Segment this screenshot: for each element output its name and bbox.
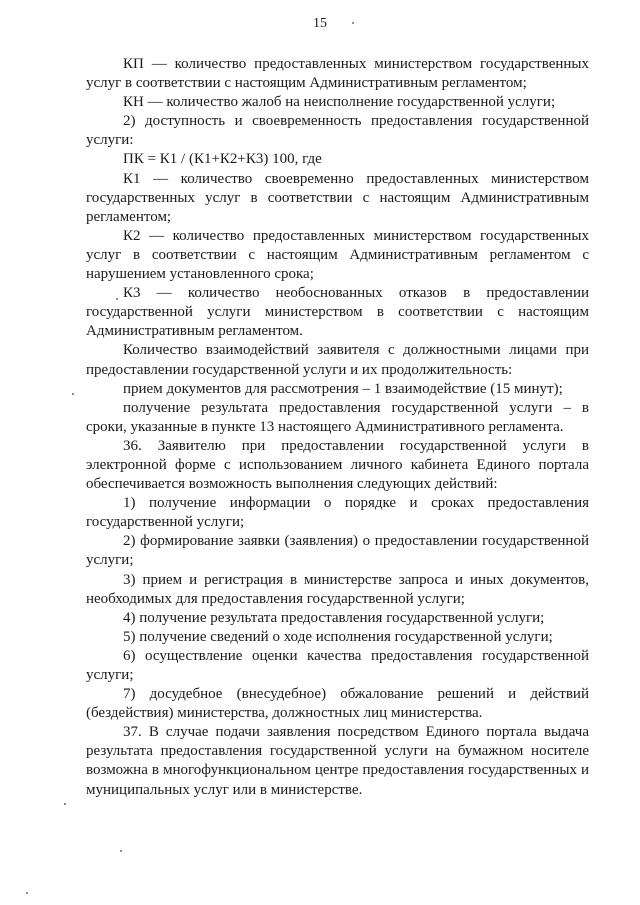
list-item-6: 6) осуществление оценки качества предоставления государственной услуги; (86, 647, 589, 683)
list-item-4: 4) получение результата предоставления государственной услуги; (123, 609, 545, 626)
paragraph-k3-definition: К3 — количество необоснованных отказов в предоставлении государственной услуги министерством в соответствии с настоящим Административным регламентом. (86, 285, 589, 340)
page-number: 15 (313, 16, 327, 31)
scan-speck (120, 850, 122, 852)
list-item-2: 2) формирование заявки (заявления) о предоставлении государственной услуги; (86, 533, 589, 569)
paragraph-k2-definition: К2 — количество предоставленных министерством государственных услуг в соответствии с настоящим Административным регламентом с нарушением установленного срока; (86, 227, 589, 283)
paragraph-section-37: 37. В случае подачи заявления посредством Единого портала выдача результата предоставления государственной услуги на бумажном носителе возможна в многофункциональном центре предоставления государственных и муниципальных услуг или в министерстве. (86, 724, 589, 798)
scan-speck (64, 803, 66, 805)
paragraph-k1-definition: К1 — количество своевременно предоставленных министерством государственных услуг в соответствии с настоящим Административным регламентом; (86, 170, 589, 225)
list-item-3: 3) прием и регистрация в министерстве запроса и иных документов, необходимых для предоставления государственной услуги; (86, 571, 589, 607)
paragraph-kn-definition: КН — количество жалоб на неисполнение государственной услуги; (123, 94, 556, 111)
scan-speck (116, 298, 118, 300)
list-item-7: 7) досудебное (внесудебное) обжалование решений и действий (бездействия) министерства, должностных лиц министерства. (86, 686, 589, 722)
paragraph-kp-definition: КП — количество предоставленных министерством государственных услуг в соответствии с настоящим Административным регламентом; (86, 56, 589, 92)
paragraph-accessibility-criterion: 2) доступность и своевременность предоставления государственной услуги: (86, 113, 589, 149)
scan-speck (26, 892, 28, 894)
document-body (86, 55, 589, 800)
list-item-5: 5) получение сведений о ходе исполнения государственной услуги; (123, 628, 553, 645)
paragraph-section-36: 36. Заявителю при предоставлении государственной услуги в электронной форме с использованием личного кабинета Единого портала обеспечивается возможность выполнения следующих действий: (86, 437, 589, 493)
paragraph-document-intake: прием документов для рассмотрения – 1 взаимодействие (15 минут); (123, 380, 563, 397)
scan-speck (352, 22, 354, 24)
paragraph-result-receipt: получение результата предоставления государственной услуги – в сроки, указанные в пункте 13 настоящего Административного регламента. (86, 399, 589, 435)
list-item-1: 1) получение информации о порядке и сроках предоставления государственной услуги; (86, 495, 589, 531)
paragraph-interactions-count: Количество взаимодействий заявителя с должностными лицами при предоставлении государственной услуги и их продолжительность: (86, 342, 589, 378)
scan-speck (72, 393, 74, 395)
paragraph-pk-formula: ПК = К1 / (К1+К2+К3) 100, где (123, 151, 322, 168)
